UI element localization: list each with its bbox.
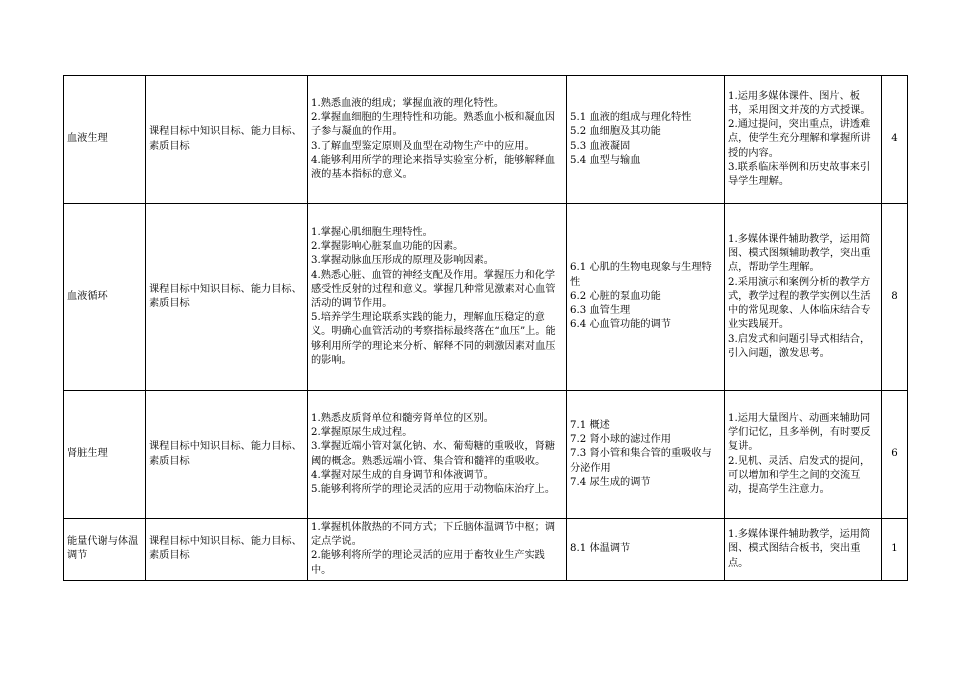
- content-item: 5.2 血细胞及其功能: [570, 126, 661, 138]
- course-target-cell: 课程目标中知识目标、能力目标、素质目标: [146, 204, 308, 391]
- method-item: 2.见机、灵活、启发式的提问，可以增加和学生之间的交流互动，提高学生注意力。: [728, 455, 871, 495]
- method-item: 1.运用大量图片、动画来辅助同学们记忆，且多举例，有时要反复讲。: [728, 412, 871, 453]
- course-target-cell: 课程目标中知识目标、能力目标、素质目标: [146, 391, 308, 519]
- module-name-cell: 肾脏生理: [64, 391, 146, 519]
- course-target-cell: 课程目标中知识目标、能力目标、素质目标: [146, 76, 308, 204]
- teaching-content-cell: [567, 204, 725, 391]
- method-item: 2.采用演示和案例分析的教学方式，教学过程的教学实例以生活中的常见现象、人体临床结合专业实践展开。: [728, 276, 871, 331]
- requirement-item: 2.能够利将所学的理论灵活的应用于畜牧业生产实践中。: [311, 550, 545, 576]
- content-item: 6.1 心肌的生物电现象与生理特性: [570, 262, 712, 288]
- content-item: 7.1 概述: [570, 419, 610, 431]
- requirement-item: 4.掌握对尿生成的自身调节和体液调节。: [311, 469, 494, 481]
- teaching-content-cell: [567, 519, 725, 581]
- requirement-item: 2.掌握原尿生成过程。: [311, 427, 413, 439]
- content-item: 5.3 血液凝固: [570, 140, 631, 152]
- learning-requirements-cell: [308, 204, 567, 391]
- teaching-content-cell: [567, 76, 725, 204]
- class-hours-cell: 1: [882, 519, 908, 581]
- requirement-item: 1.掌握心肌细胞生理特性。: [311, 226, 433, 238]
- teaching-method-cell: [725, 391, 882, 519]
- content-item: 7.2 肾小球的滤过作用: [570, 434, 671, 446]
- module-name-cell: 血液循环: [64, 204, 146, 391]
- requirement-item: 1.熟悉皮质肾单位和髓旁肾单位的区别。: [311, 412, 494, 424]
- class-hours-cell: 6: [882, 391, 908, 519]
- method-item: 1.多媒体课件辅助教学，运用简图、模式图结合板书，突出重点。: [728, 529, 871, 569]
- content-item: 6.4 心血管功能的调节: [570, 319, 671, 331]
- requirement-item: 1.掌握机体散热的不同方式；下丘脑体温调节中枢；调定点学说。: [311, 522, 556, 548]
- learning-requirements-cell: [308, 391, 567, 519]
- table-row: [64, 391, 908, 519]
- method-item: 1.多媒体课件辅助教学，运用简图、模式图频辅助教学，突出重点，帮助学生理解。: [728, 234, 871, 274]
- method-item: 3.联系临床举例和历史故事来引导学生理解。: [728, 161, 871, 187]
- requirement-item: 4.能够利用所学的理论来指导实验室分析，能够解释血液的基本指标的意义。: [311, 154, 556, 180]
- learning-requirements-cell: [308, 519, 567, 581]
- requirement-item: 3.了解血型鉴定原则及血型在动物生产中的应用。: [311, 140, 535, 152]
- class-hours-cell: 8: [882, 204, 908, 391]
- requirement-item: 5.培养学生理论联系实践的能力，理解血压稳定的意义。明确心血管活动的考察指标最终落在“血压”上。能够利用所学的理论来分析、解释不同的刺激因素对血压的影响。: [311, 312, 556, 366]
- method-item: 2.通过提问，突出重点，讲透难点，使学生充分理解和掌握所讲授的内容。: [728, 119, 871, 159]
- table-row: [64, 204, 908, 391]
- class-hours-cell: 4: [882, 76, 908, 204]
- requirement-item: 4.熟悉心脏、血管的神经支配及作用。掌握压力和化学感受性反射的过程和意义。掌握几种常见激素对心血管活动的调节作用。: [311, 269, 556, 309]
- method-item: 1.运用多媒体课件、图片、板书，采用图文并茂的方式授课。: [728, 90, 871, 116]
- content-item: 7.3 肾小管和集合管的重吸收与分泌作用: [570, 448, 712, 474]
- requirement-item: 1.熟悉血液的组成；掌握血液的理化特性。: [311, 97, 505, 109]
- content-item: 7.4 尿生成的调节: [570, 476, 651, 488]
- curriculum-table: [63, 75, 908, 581]
- module-name-cell: 血液生理: [64, 76, 146, 204]
- method-item: 3.启发式和问题引导式相结合，引入问题，激发思考。: [728, 333, 871, 359]
- requirement-item: 5.能够利将所学的理论灵活的应用于动物临床治疗上。: [311, 483, 556, 495]
- teaching-method-cell: [725, 519, 882, 581]
- requirement-item: 2.掌握血细胞的生理特性和功能。熟悉血小板和凝血因子参与凝血的作用。: [311, 112, 556, 138]
- teaching-content-cell: [567, 391, 725, 519]
- content-item: 6.2 心脏的泵血功能: [570, 290, 661, 302]
- requirement-item: 3.掌握近端小管对氯化钠、水、葡萄糖的重吸收，肾糖阈的概念。熟悉远端小管、集合管和髓袢的重吸收。: [311, 441, 556, 467]
- module-name-cell: 能量代谢与体温调节: [64, 519, 146, 581]
- table-row: [64, 519, 908, 581]
- teaching-method-cell: [725, 76, 882, 204]
- requirement-item: 3.掌握动脉血压形成的原理及影响因素。: [311, 255, 494, 267]
- table-row: [64, 76, 908, 204]
- content-item: 5.4 血型与输血: [570, 154, 641, 166]
- learning-requirements-cell: [308, 76, 567, 204]
- content-item: 6.3 血管生理: [570, 305, 631, 317]
- teaching-method-cell: [725, 204, 882, 391]
- content-item: 8.1 体温调节: [570, 543, 631, 555]
- content-item: 5.1 血液的组成与理化特性: [570, 112, 692, 124]
- course-target-cell: 课程目标中知识目标、能力目标、素质目标: [146, 519, 308, 581]
- requirement-item: 2.掌握影响心脏泵血功能的因素。: [311, 241, 464, 253]
